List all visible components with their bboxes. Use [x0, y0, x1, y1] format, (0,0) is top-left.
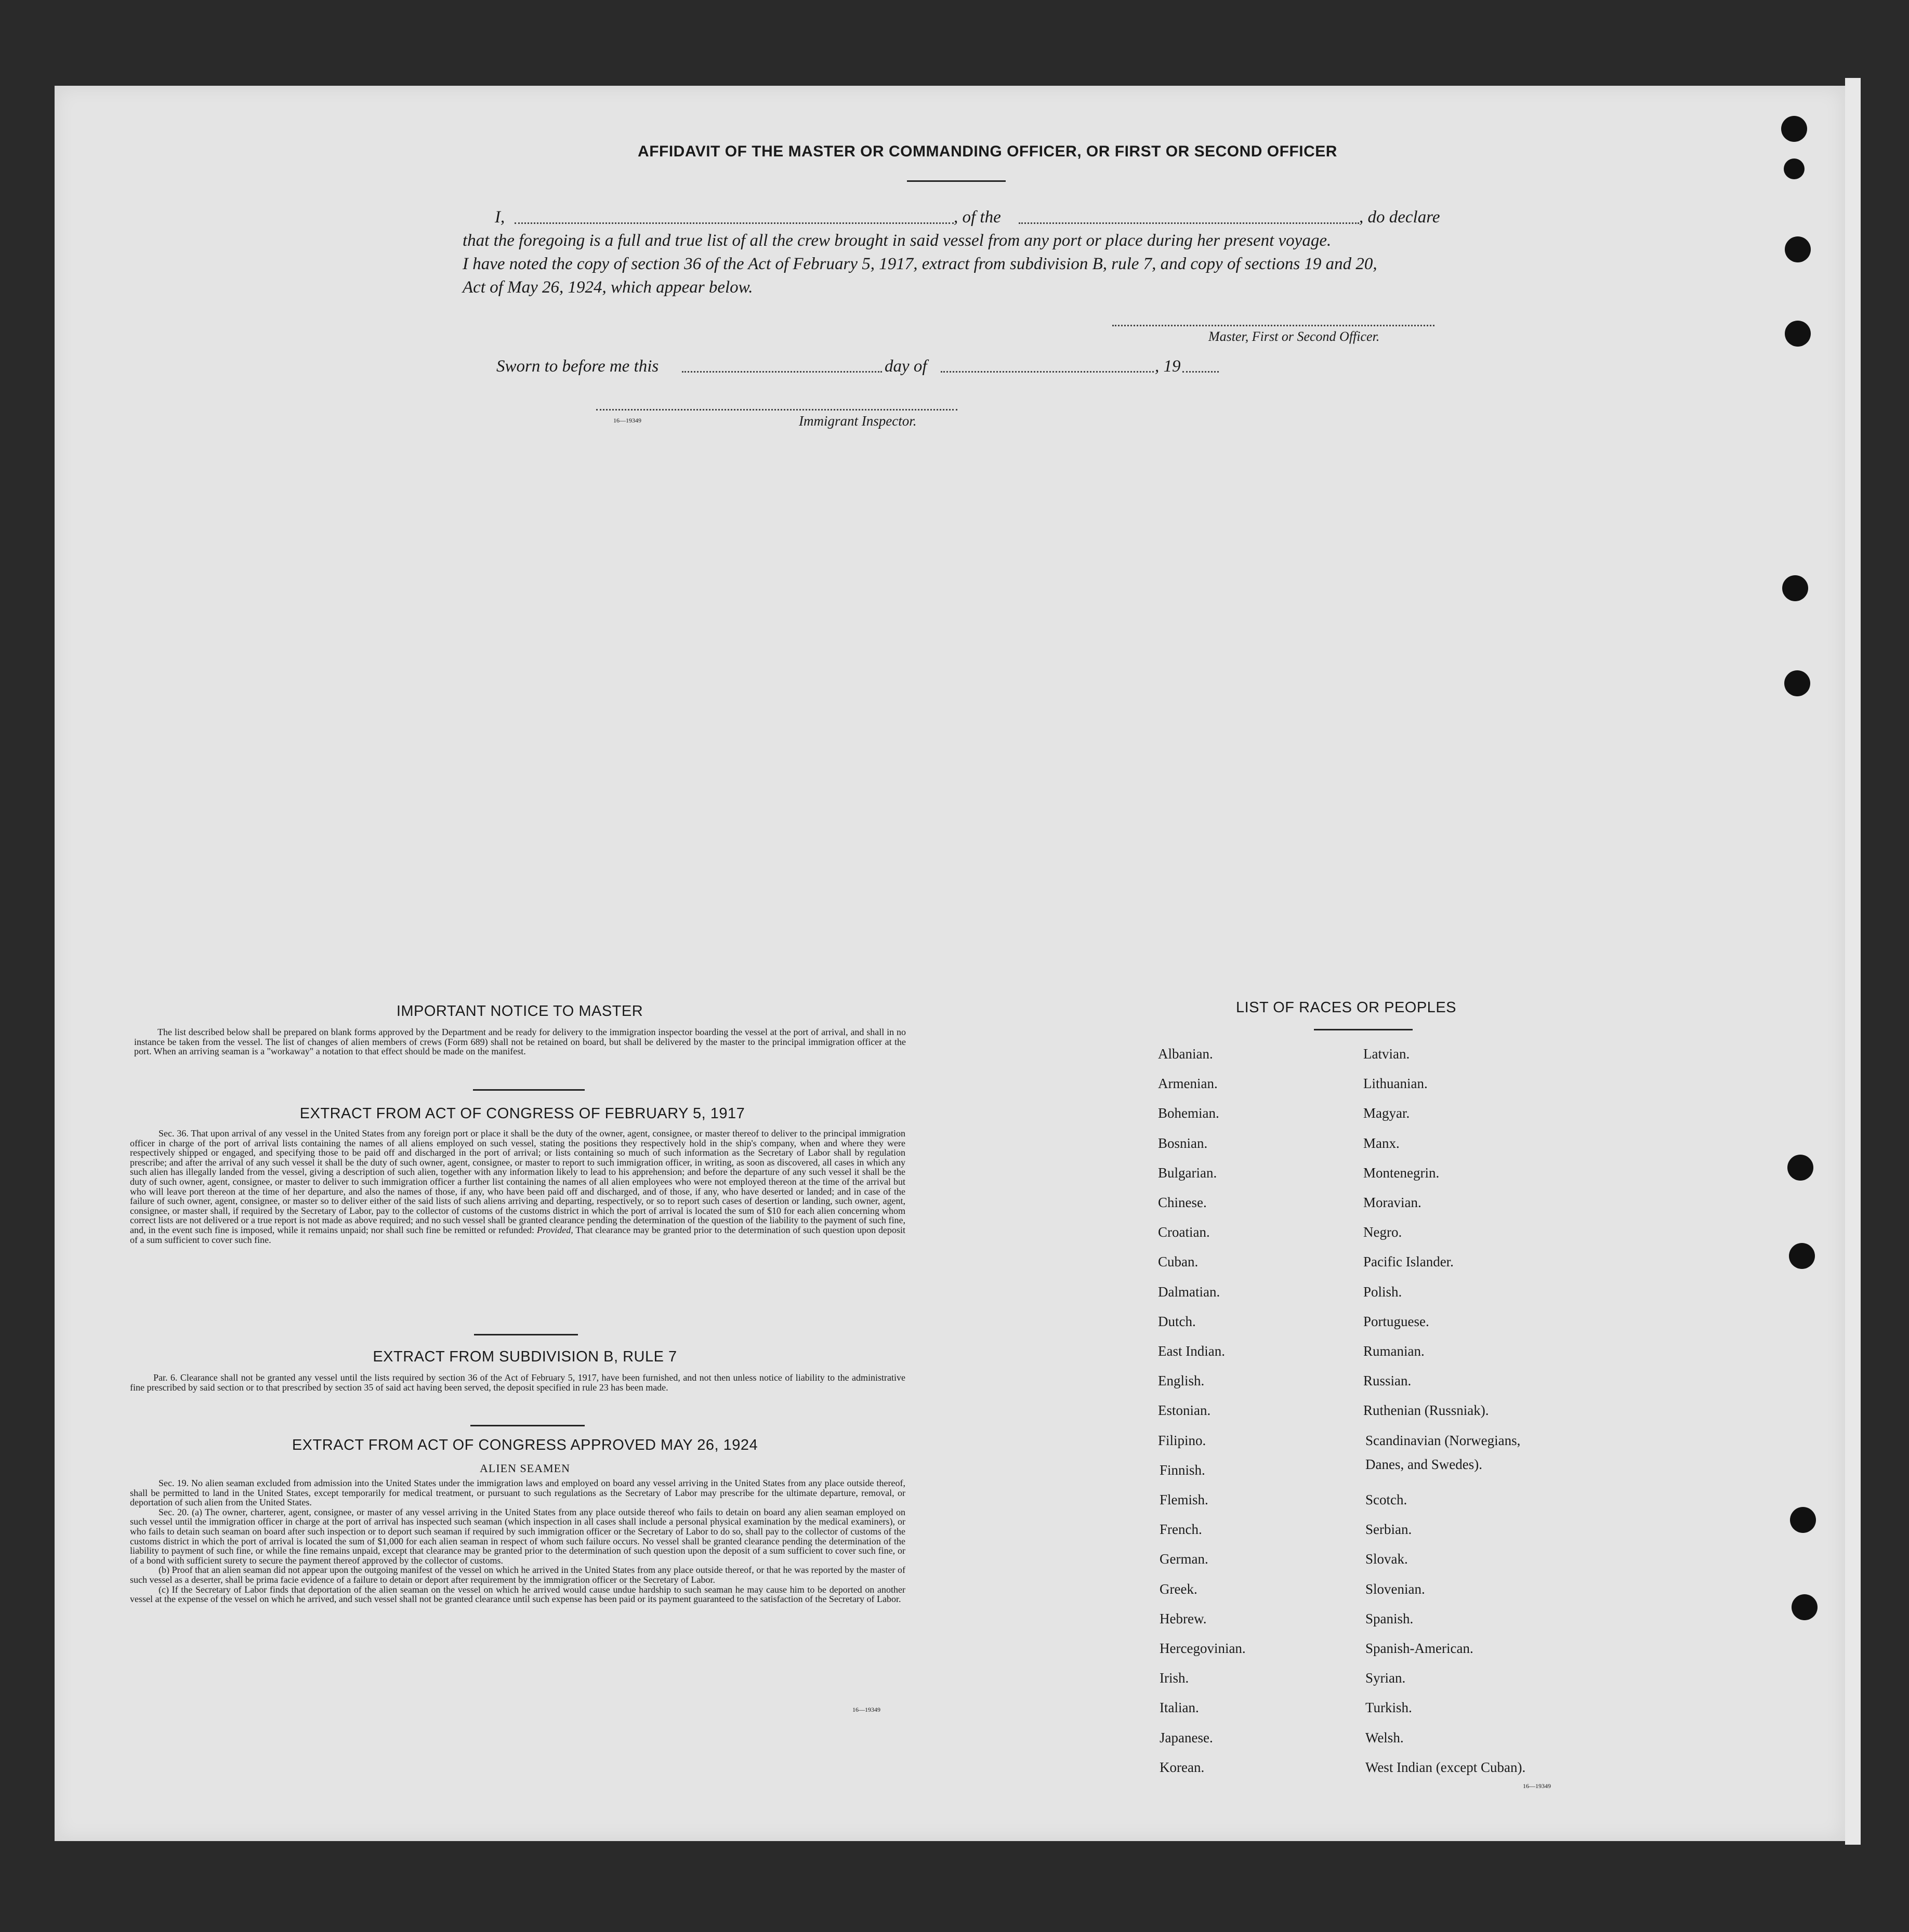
sec20b-text: (b) Proof that an alien seaman did not appear upon the outgoing manifest of the vessel on which he arrived in the United States from any place outside thereof, or that he was reported by the master of such vessel as a deserter, shall be prima facie evidence of a failure to detain or deport after requirement by the immigration officer or the Secretary of Labor.	[130, 1565, 905, 1585]
form-code: 16—19349	[613, 417, 641, 424]
punch-hole	[1790, 1507, 1816, 1533]
race-item: Chinese.	[1158, 1195, 1207, 1210]
race-item: Bulgarian.	[1158, 1165, 1217, 1181]
affidavit-title: AFFIDAVIT OF THE MASTER OR COMMANDING OFFICER, OR FIRST OR SECOND OFFICER	[638, 143, 1337, 160]
race-item: Turkish.	[1365, 1700, 1412, 1715]
race-item: Spanish.	[1365, 1611, 1414, 1626]
race-item: Japanese.	[1160, 1730, 1213, 1745]
race-item: German.	[1160, 1551, 1208, 1567]
section-divider	[473, 1089, 585, 1091]
race-item: Rumanian.	[1363, 1343, 1425, 1359]
sworn-day-line[interactable]	[682, 371, 882, 373]
affidavit-line-3: I have noted the copy of section 36 of the Act of February 5, 1917, extract from subdivision B, rule 7, and copy of sections 19 and 20,	[463, 255, 1377, 273]
race-item: Dutch.	[1158, 1314, 1196, 1329]
race-item: Pacific Islander.	[1363, 1254, 1454, 1269]
punch-hole	[1785, 236, 1811, 262]
race-item: French.	[1160, 1521, 1202, 1537]
title-rule	[1314, 1029, 1413, 1030]
race-item: Dalmatian.	[1158, 1284, 1220, 1300]
race-item: Finnish.	[1160, 1462, 1205, 1478]
extract-1924-body	[130, 1478, 905, 1604]
race-item: Irish.	[1160, 1670, 1189, 1686]
race-item: Latvian.	[1363, 1046, 1410, 1062]
race-item: Polish.	[1363, 1284, 1402, 1300]
rule7-text: Par. 6. Clearance shall not be granted any vessel until the lists required by section 36 of the Act of February 5, 1917, have been furnished, and not then unless notice of liability to the administrative fine prescribed by said section or to that prescribed by section 35 of said act having been served, the deposit specified in rule 23 has been made.	[130, 1372, 905, 1393]
sec20a-text: Sec. 20. (a) The owner, charterer, agent, consignee, or master of any vessel arriving in the United States from any place outside thereof who fails to detain on board any alien seaman employed on such vessel until the immigration officer in charge at the port of arrival has inspected such seaman (which inspection in all cases shall include a personal physical examination by the medical examiners), or who fails to detain such seaman on board after such inspection or to deport such seaman if required by such immigration officer or the Secretary of Labor to do so, shall pay to the collector of customs of the customs district in which the port of arrival is located the sum of $1,000 for each alien seaman in respect of whom such failure occurs. No vessel shall be granted clearance pending the determination of the liability to payment of such fine, or while the fine remains unpaid, except that clearance may be granted prior to the determination of such question upon the deposit of a sum sufficient to cover such fine, or of a bond with sufficient surety to secure the payment thereof approved by the collector of customs.	[130, 1506, 905, 1566]
race-item: East Indian.	[1158, 1343, 1225, 1359]
race-item: Welsh.	[1365, 1730, 1404, 1745]
punch-hole	[1789, 1243, 1815, 1269]
race-item: Greek.	[1160, 1581, 1197, 1597]
race-item: Moravian.	[1363, 1195, 1421, 1210]
section-divider	[470, 1425, 585, 1426]
master-signature-label: Master, First or Second Officer.	[1208, 329, 1380, 344]
sec36-text: Sec. 36. That upon arrival of any vessel in the United States from any foreign port or place it shall be the duty of the owner, agent, consignee, or master thereof to deliver to the principal immigration officer in charge of the port of arrival lists containing the names of all aliens employed on such vessel, stating the positions they respectively hold in the ship's company, when and where they were respectively shipped or engaged, and specifying those to be paid off and discharged in the port of arrival; or lists containing so much of such information as the Secretary of Labor shall by regulation prescribe; and after the arrival of any such vessel it shall be the duty of such owner, agent, consignee, or master to report to such immigration officer, in writing, as soon as discovered, all cases in which any such alien has illegally landed from the vessel, giving a description of such alien, together with any information likely to lead to his apprehension; and before the departure of any such vessel it shall be the duty of such owner, agent, consignee, or master to deliver to such immigration officer a further list containing the names of all alien employees who were not employed thereon at the time of the arrival but who will leave port thereon at the time of her departure, and also the names of those, if any, who have been paid off and discharged, and of those, if any, who have deserted or landed; and in case of the failure of such owner, agent, consignee, or master so to deliver either of the said lists of such aliens arriving and departing, respectively, or so to report such cases of desertion or landing, such owner, agent, consignee, or master shall, if required by the Secretary of Labor, pay to the collector of customs of the customs district in which the port of arrival is located the sum of $10 for each alien concerning whom correct lists are not delivered or a true report is not made as above required; and no such vessel shall be granted clearance pending the determination of the question of the liability to the payment of such fine, and, in the event such fine is imposed, while it remains unpaid; nor shall such fine be remitted or refunded:	[130, 1128, 905, 1235]
form-code: 16—19349	[1523, 1782, 1551, 1790]
race-item: Croatian.	[1158, 1224, 1210, 1240]
race-item: Scotch.	[1365, 1492, 1407, 1507]
punch-hole	[1781, 116, 1807, 142]
affidavit-line-4: Act of May 26, 1924, which appear below.	[463, 278, 753, 297]
race-item: Armenian.	[1158, 1076, 1218, 1091]
race-item: Russian.	[1363, 1373, 1412, 1388]
sworn-label: Sworn to before me this	[496, 357, 659, 376]
rule7-title: EXTRACT FROM SUBDIVISION B, RULE 7	[373, 1348, 677, 1365]
title-rule	[907, 180, 1006, 182]
race-item: Italian.	[1160, 1700, 1199, 1715]
sec19-text: Sec. 19. No alien seaman excluded from admission into the United States under the immigration laws and employed on board any vessel arriving in the United States from any place outside thereof, shall be permitted to land in the United States, except temporarily for medical treatment, or pursuant to such regulations as the Secretary of Labor may prescribe for the ultimate departure, removal, or deportation of such alien from the United States.	[130, 1478, 905, 1508]
race-item: Magyar.	[1363, 1105, 1410, 1121]
notice-title: IMPORTANT NOTICE TO MASTER	[396, 1003, 643, 1020]
race-item: English.	[1158, 1373, 1205, 1388]
race-item: Lithuanian.	[1363, 1076, 1428, 1091]
race-item: Serbian.	[1365, 1521, 1412, 1537]
rule7-body	[130, 1373, 905, 1392]
race-item: Danes, and Swedes).	[1365, 1457, 1482, 1472]
extract-1924-title: EXTRACT FROM ACT OF CONGRESS APPROVED MAY 26, 1924	[292, 1437, 758, 1453]
race-item: Hebrew.	[1160, 1611, 1207, 1626]
race-item: Bohemian.	[1158, 1105, 1219, 1121]
race-item: Albanian.	[1158, 1046, 1213, 1062]
affidavit-line-2: that the foregoing is a full and true list of all the crew brought in said vessel from any port or place during her present voyage.	[463, 231, 1332, 250]
day-of-label: day of	[885, 357, 927, 376]
alien-seamen-subtitle: ALIEN SEAMEN	[480, 1462, 570, 1475]
punch-hole	[1782, 575, 1808, 601]
race-item: Negro.	[1363, 1224, 1402, 1240]
extract-1917-body	[130, 1129, 905, 1245]
races-title: LIST OF RACES OR PEOPLES	[1235, 999, 1457, 1016]
notice-text: The list described below shall be prepared on blank forms approved by the Department and be ready for delivery to the immigration inspector boarding the vessel at the port of arrival, and shall in no instance be taken from the vessel. The list of changes of alien members of crews (Form 689) shall not be retained on board, but shall be delivered by the master to the principal immigration officer at the port. When an arriving seaman is a "workaway" a notation to that effect should be made on the manifest.	[134, 1027, 906, 1057]
declare-label: , do declare	[1359, 208, 1440, 227]
proviso-text: Provided,	[536, 1224, 573, 1235]
punch-hole	[1784, 670, 1810, 696]
punch-hole	[1792, 1594, 1818, 1620]
notice-body	[134, 1027, 906, 1056]
year-label: , 19	[1155, 357, 1181, 376]
race-item: Bosnian.	[1158, 1135, 1208, 1151]
race-item: Estonian.	[1158, 1402, 1211, 1418]
sec36-text-end: That clearance may be granted prior to the determination of such question upon deposit of a sum sufficient to cover such fine.	[130, 1224, 905, 1245]
race-item: Portuguese.	[1363, 1314, 1429, 1329]
extract-1917-title: EXTRACT FROM ACT OF CONGRESS OF FEBRUARY 5, 1917	[299, 1105, 745, 1122]
race-item: Montenegrin.	[1363, 1165, 1440, 1181]
race-item: Spanish-American.	[1365, 1640, 1473, 1656]
race-item: Syrian.	[1365, 1670, 1406, 1686]
declarant-name-line[interactable]	[515, 222, 954, 224]
page-edge	[1845, 78, 1861, 1845]
race-item: Filipino.	[1158, 1433, 1206, 1448]
race-item: Korean.	[1160, 1759, 1205, 1775]
form-code: 16—19349	[852, 1706, 880, 1713]
race-item: Manx.	[1363, 1135, 1400, 1151]
race-item: Scandinavian (Norwegians,	[1365, 1433, 1521, 1448]
race-item: West Indian (except Cuban).	[1365, 1759, 1526, 1775]
race-item: Slovak.	[1365, 1551, 1408, 1567]
master-signature-line[interactable]	[1112, 325, 1434, 326]
race-item: Hercegovinian.	[1160, 1640, 1246, 1656]
race-item: Slovenian.	[1365, 1581, 1425, 1597]
vessel-label: , of the	[954, 208, 1001, 227]
race-item: Cuban.	[1158, 1254, 1199, 1269]
punch-hole	[1787, 1155, 1813, 1181]
punch-hole	[1785, 321, 1811, 347]
race-item: Flemish.	[1160, 1492, 1208, 1507]
race-item: Ruthenian (Russniak).	[1363, 1402, 1489, 1418]
sec20c-text: (c) If the Secretary of Labor finds that deportation of the alien seaman on the vessel on which he arrived would cause undue hardship to such seaman he may cause him to be deported on another vessel at the expense of the vessel on which he arrived, and such vessel shall not be granted clearance until such expense has been paid or its payment guaranteed to the satisfaction of the Secretary of Labor.	[130, 1584, 905, 1605]
section-divider	[474, 1334, 578, 1335]
vessel-name-line[interactable]	[1019, 222, 1359, 224]
inspector-signature-line[interactable]	[596, 409, 957, 411]
declarant-label: I,	[495, 208, 505, 227]
inspector-label: Immigrant Inspector.	[799, 413, 917, 429]
punch-hole	[1784, 158, 1805, 179]
sworn-month-line[interactable]	[941, 371, 1154, 373]
sworn-year-line[interactable]	[1182, 371, 1219, 373]
